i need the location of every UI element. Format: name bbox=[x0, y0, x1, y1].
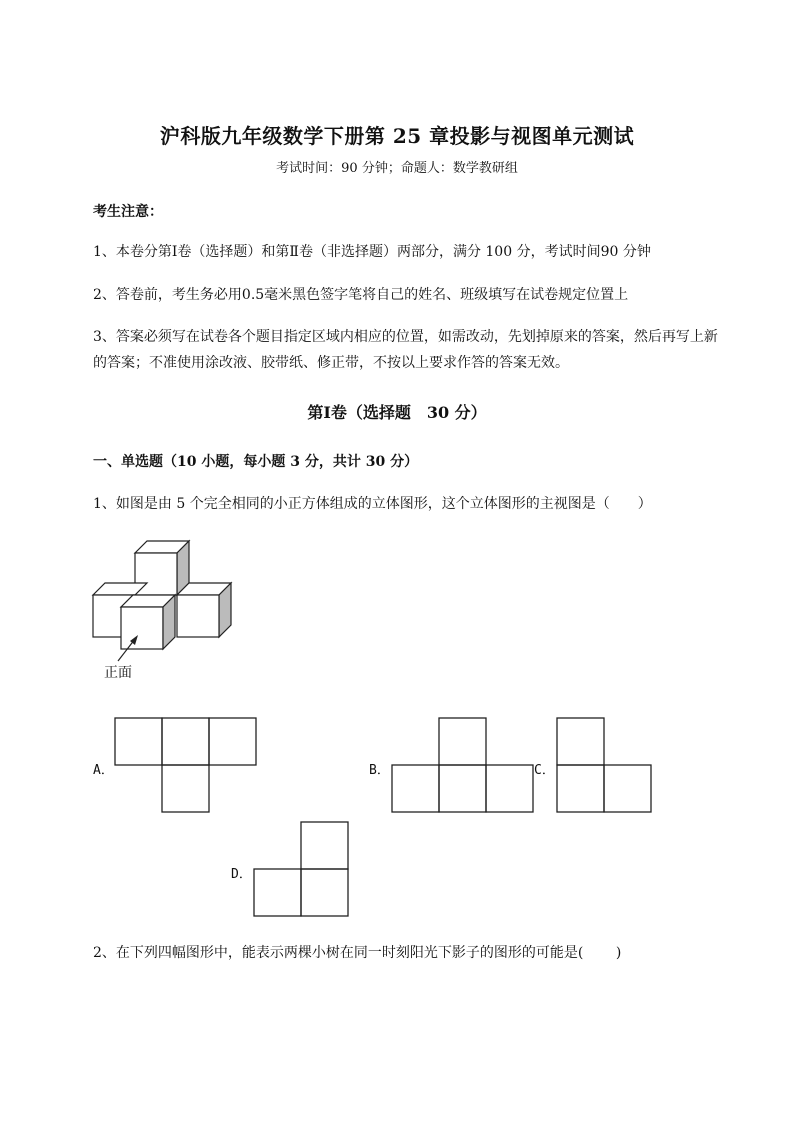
option-c-label[interactable]: C． bbox=[534, 763, 555, 778]
front-label: 正面 bbox=[104, 665, 132, 681]
section-title: 第Ⅰ卷（选择题 30 分） bbox=[307, 403, 487, 422]
question-2-text: 2、在下列四幅图形中，能表示两棵小树在同一时刻阳光下影子的图形的可能是( ) bbox=[93, 945, 622, 961]
notice-item-3: 3、答案必须写在试卷各个题目指定区域内相应的位置，如需改动，先划掉原来的答案，然后再写上新 bbox=[93, 329, 718, 345]
notice-heading: 考生注意： bbox=[93, 204, 163, 220]
option-d-label[interactable]: D． bbox=[231, 867, 252, 882]
option-a-figure bbox=[115, 718, 265, 818]
page-title: 沪科版九年级数学下册第 25 章投影与视图单元测试 bbox=[159, 124, 635, 148]
question-1-text: 1、如图是由 5 个完全相同的小正方体组成的立体图形，这个立体图形的主视图是（ ） bbox=[93, 496, 652, 512]
option-d-figure bbox=[254, 822, 364, 922]
option-c-figure bbox=[557, 718, 667, 818]
notice-item-2: 2、答卷前，考生务必用0.5毫米黑色签字笔将自己的姓名、班级填写在试卷规定位置上 bbox=[93, 287, 629, 303]
option-b-label[interactable]: B． bbox=[369, 763, 390, 778]
part-heading: 一、单选题（10 小题，每小题 3 分，共计 30 分） bbox=[93, 454, 419, 470]
page-subtitle: 考试时间：90 分钟；命题人：数学教研组 bbox=[276, 161, 518, 176]
notice-item-3-cont: 的答案；不准使用涂改液、胶带纸、修正带，不按以上要求作答的答案无效。 bbox=[93, 355, 569, 371]
option-b-figure bbox=[392, 718, 542, 818]
notice-item-1: 1、本卷分第Ⅰ卷（选择题）和第Ⅱ卷（非选择题）两部分，满分 100 分，考试时间90 分钟 bbox=[93, 244, 651, 260]
option-a-label[interactable]: A． bbox=[93, 763, 114, 778]
